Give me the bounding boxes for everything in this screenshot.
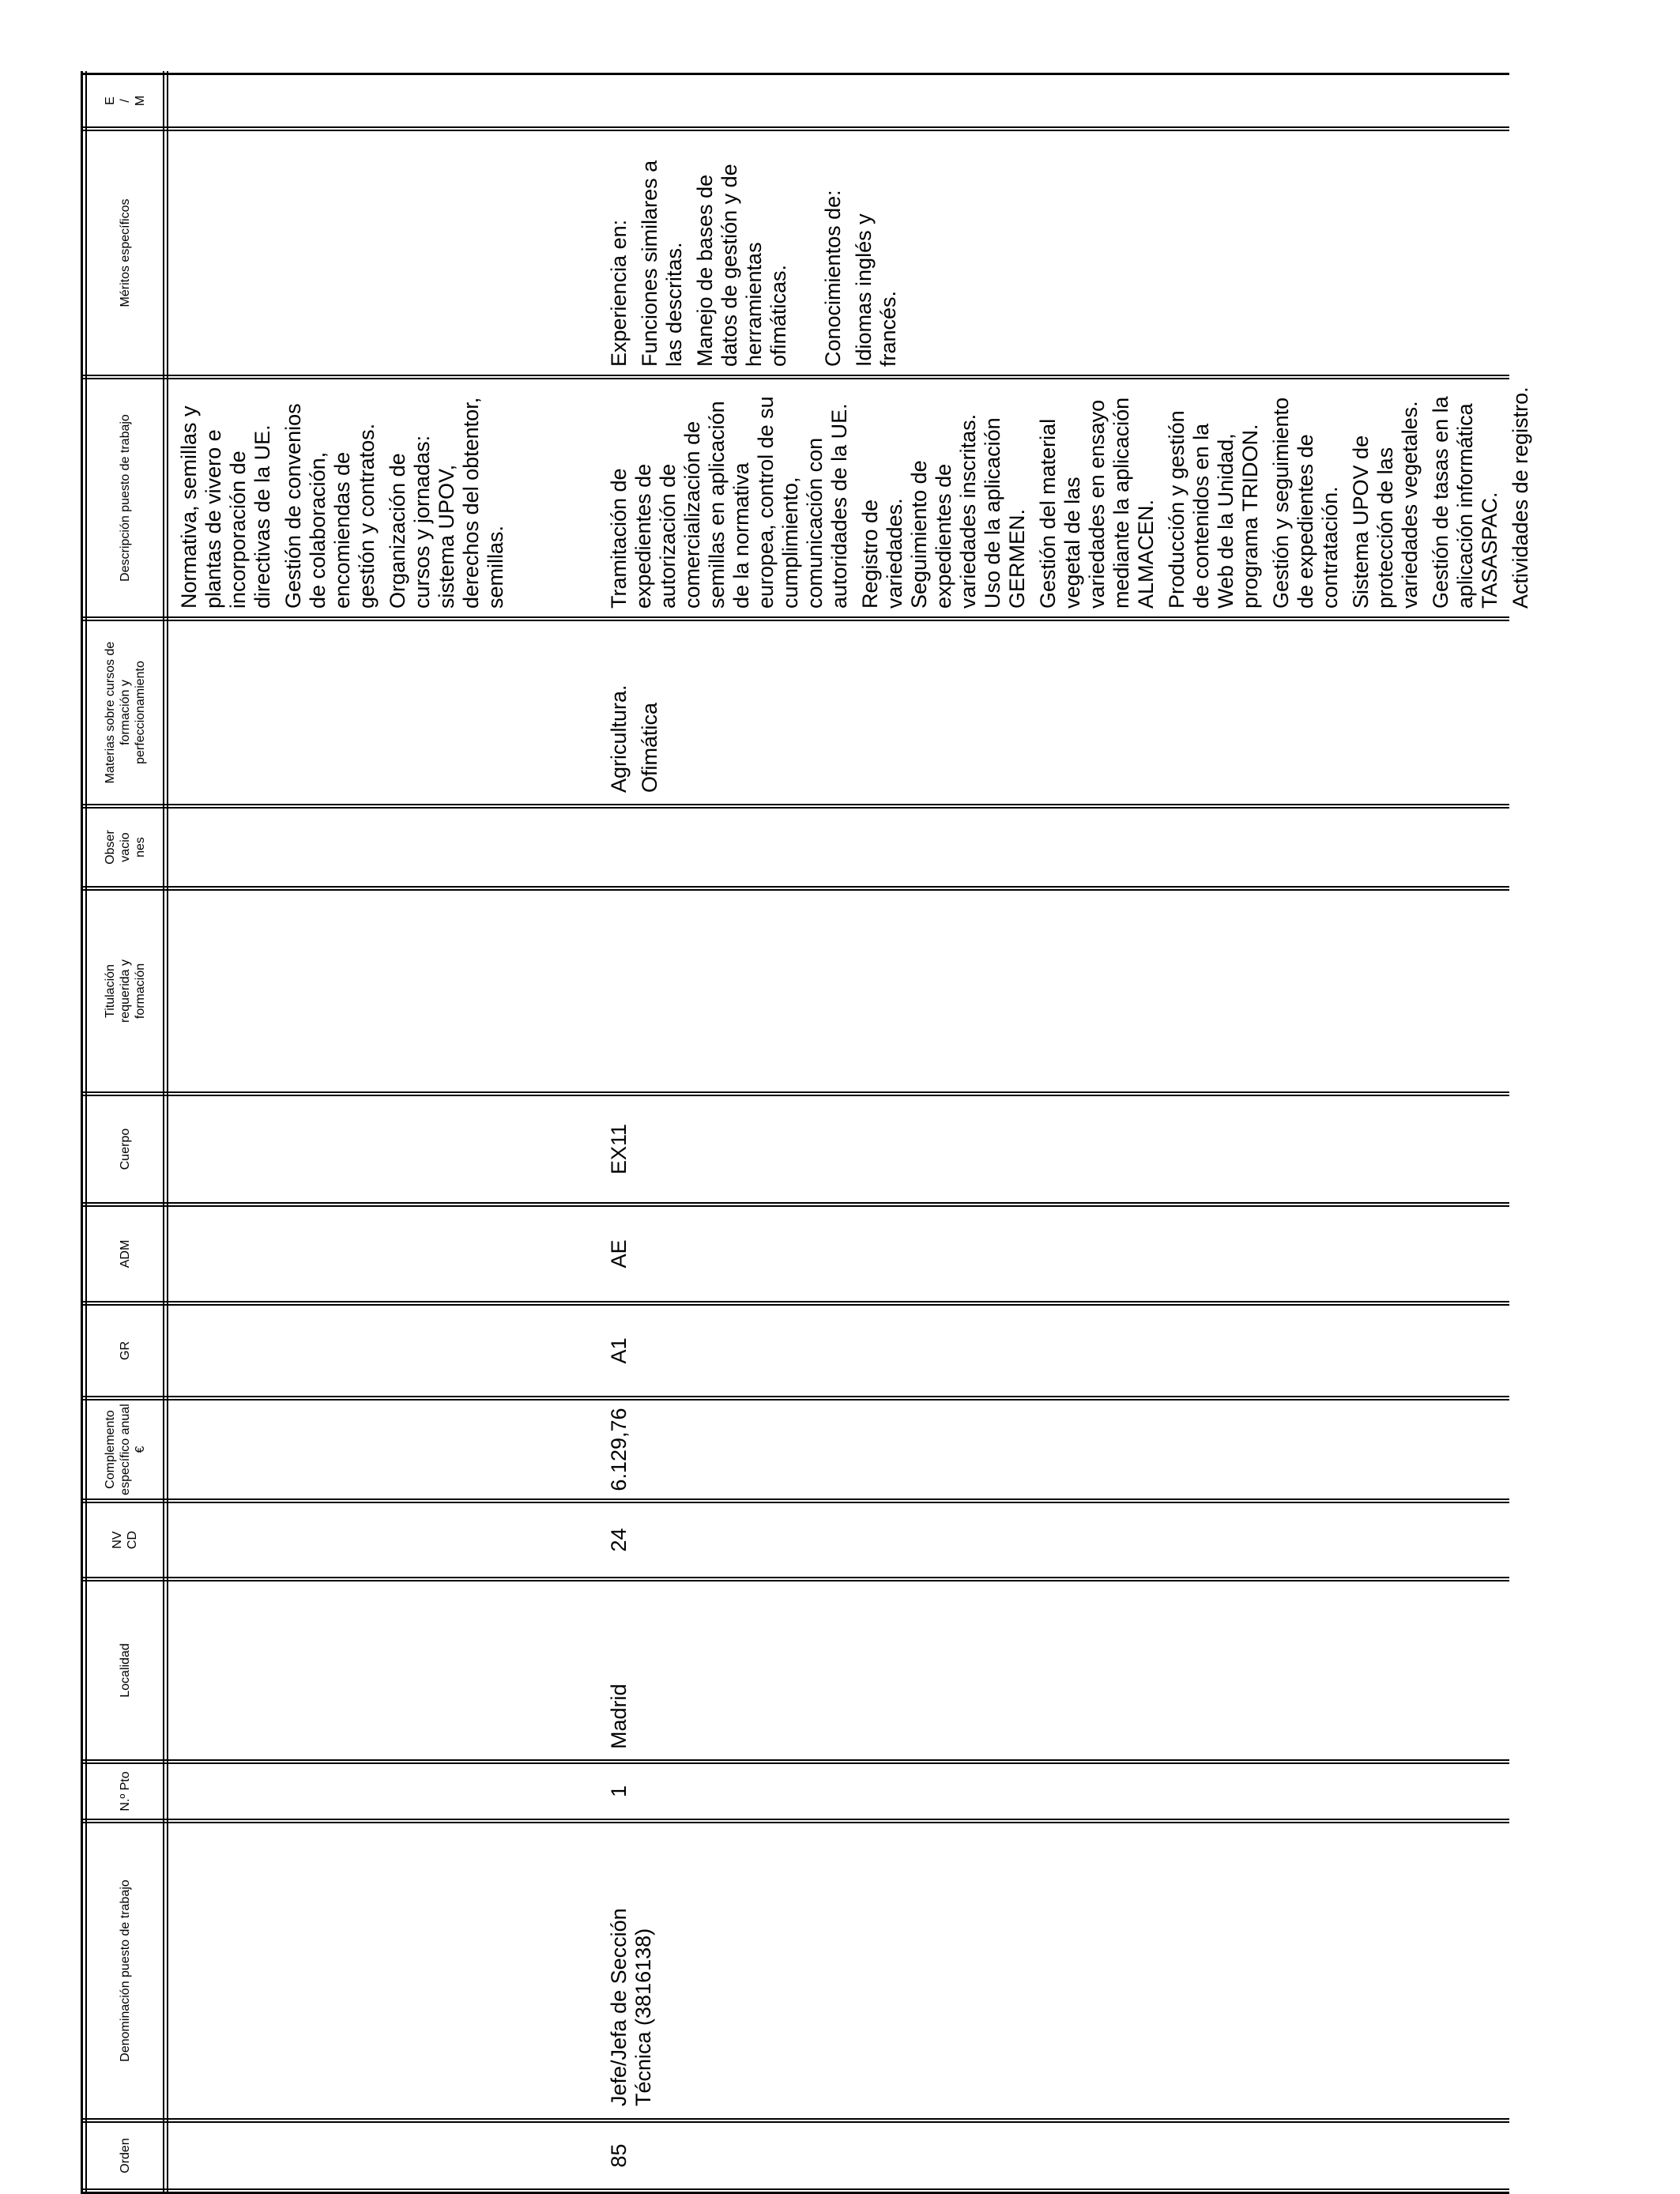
- meritos-conocimientos-item: Idiomas inglés y francés.: [852, 213, 900, 367]
- column-border: [83, 1396, 1509, 1397]
- column-border: [83, 2121, 1509, 2123]
- descripcion-item: Actividades de registro.: [1509, 386, 1532, 609]
- meritos-spacer: [797, 138, 815, 367]
- header-adm: ADM: [118, 1239, 132, 1269]
- meritos-experiencia-item: Funciones similares a las descritas.: [638, 160, 686, 367]
- cell-nv-cd: 24: [607, 1528, 631, 1552]
- column-border: [83, 2118, 1509, 2120]
- column-border: [83, 1304, 1509, 1306]
- column-border: [83, 1091, 1509, 1093]
- descripcion-item: Tramitación de expedientes de autorización de comercialización de semillas en aplicación de la normativa europea, control de su cumplimiento, comunicación con autoridades de la UE.: [607, 396, 851, 609]
- header-complemento: Complemento específico anual €: [103, 1404, 147, 1495]
- header-materias: Materias sobre cursos de formación y perfeccionamiento: [103, 641, 147, 784]
- descripcion-item: Gestión y seguimiento de expedientes de contratación.: [1269, 397, 1342, 609]
- column-border: [83, 126, 1509, 128]
- column-border: [83, 620, 1509, 621]
- cell-cuerpo: EX11: [607, 1123, 631, 1175]
- header-observaciones: Obser vacio nes: [103, 830, 147, 865]
- header-nv-cd: NV CD: [111, 1530, 139, 1550]
- rotated-table-sheet: [0, 71, 1532, 2194]
- header-denominacion: Denominación puesto de trabajo: [118, 1879, 132, 2062]
- column-border: [83, 889, 1509, 891]
- column-border: [83, 1577, 1509, 1578]
- column-border: [83, 1095, 1509, 1096]
- descripcion-item: Producción y gestión de contenidos en la Web de la Unidad, programa TRIDON.: [1165, 410, 1262, 609]
- continuation-paragraph: Normativa, semillas y plantas de vivero e incorporación de directivas de la UE.: [177, 405, 274, 609]
- column-border: [83, 1822, 1509, 1823]
- header-row-bottom-border: [163, 71, 164, 2194]
- header-titulacion: Titulación requerida y formación: [103, 959, 147, 1023]
- column-border: [83, 1502, 1509, 1503]
- cell-denominacion: Jefe/Jefa de Sección Técnica (3816138): [607, 1908, 655, 2106]
- column-border: [83, 807, 1509, 809]
- table-frame: [0, 71, 1532, 2194]
- continuation-paragraph: Organización de cursos y jornadas: sistema UPOV, derechos del obtentor, semillas.: [386, 397, 507, 609]
- header-n-pto: N.º Pto: [118, 1771, 132, 1811]
- meritos-conocimientos-heading: Conocimientos de:: [821, 190, 845, 367]
- column-border: [83, 1819, 1509, 1820]
- cell-adm: AE: [607, 1239, 631, 1269]
- cell-materias: [607, 621, 669, 799]
- cell-descripcion: [607, 378, 1539, 615]
- column-border: [83, 73, 1509, 75]
- column-border: [83, 375, 1509, 376]
- column-border: [83, 886, 1509, 888]
- header-localidad: Localidad: [118, 1643, 132, 1698]
- column-border: [83, 1498, 1509, 1500]
- materia-item: Agricultura.: [607, 684, 631, 793]
- table-top-border: [81, 71, 83, 2194]
- cell-localidad: Madrid: [607, 1683, 631, 1749]
- column-border: [83, 2188, 1509, 2190]
- column-border: [83, 1399, 1509, 1400]
- cell-meritos: [607, 131, 907, 373]
- descripcion-item: Sistema UPOV de protección de las variedades vegetales.: [1349, 401, 1422, 609]
- header-descripcion: Descripción puesto de trabajo: [118, 414, 132, 582]
- cell-complemento: 6.129,76: [607, 1408, 631, 1491]
- descripcion-item: Gestión de tasas en la aplicación informática TASASPAC.: [1429, 396, 1501, 609]
- column-border: [83, 1759, 1509, 1761]
- header-em: E / M: [103, 95, 147, 107]
- descripcion-item: Gestión del material vegetal de las variedades en ensayo mediante la aplicación ALMACEN.: [1036, 397, 1158, 609]
- header-row-bottom-border-inner: [167, 71, 168, 2194]
- column-border: [83, 1762, 1509, 1764]
- cell-orden: 85: [607, 2143, 631, 2168]
- header-orden: Orden: [118, 2138, 132, 2173]
- column-border: [83, 1580, 1509, 1581]
- continuation-description: [177, 379, 514, 615]
- column-border: [83, 1205, 1509, 1207]
- header-gr: GR: [118, 1341, 132, 1360]
- continuation-paragraph: Gestión de convenios de colaboración, encomiendas de gestión y contratos.: [281, 403, 379, 609]
- column-border: [83, 804, 1509, 805]
- meritos-experiencia-item: Manejo de bases de datos de gestión y de herramientas ofimáticas.: [693, 164, 790, 367]
- descripcion-item: Registro de variedades. Seguimiento de expedientes de variedades inscritas. Uso de la aplicación GERMEN.: [858, 413, 1029, 609]
- header-meritos: Méritos específicos: [118, 198, 132, 307]
- cell-gr: A1: [607, 1337, 631, 1364]
- materia-item: Ofimática: [638, 702, 661, 793]
- column-border: [83, 1301, 1509, 1302]
- header-cuerpo: Cuerpo: [118, 1128, 132, 1171]
- meritos-experiencia-heading: Experiencia en:: [607, 219, 631, 367]
- column-border: [83, 616, 1509, 618]
- cell-n-pto: 1: [607, 1785, 631, 1798]
- column-border: [83, 1202, 1509, 1204]
